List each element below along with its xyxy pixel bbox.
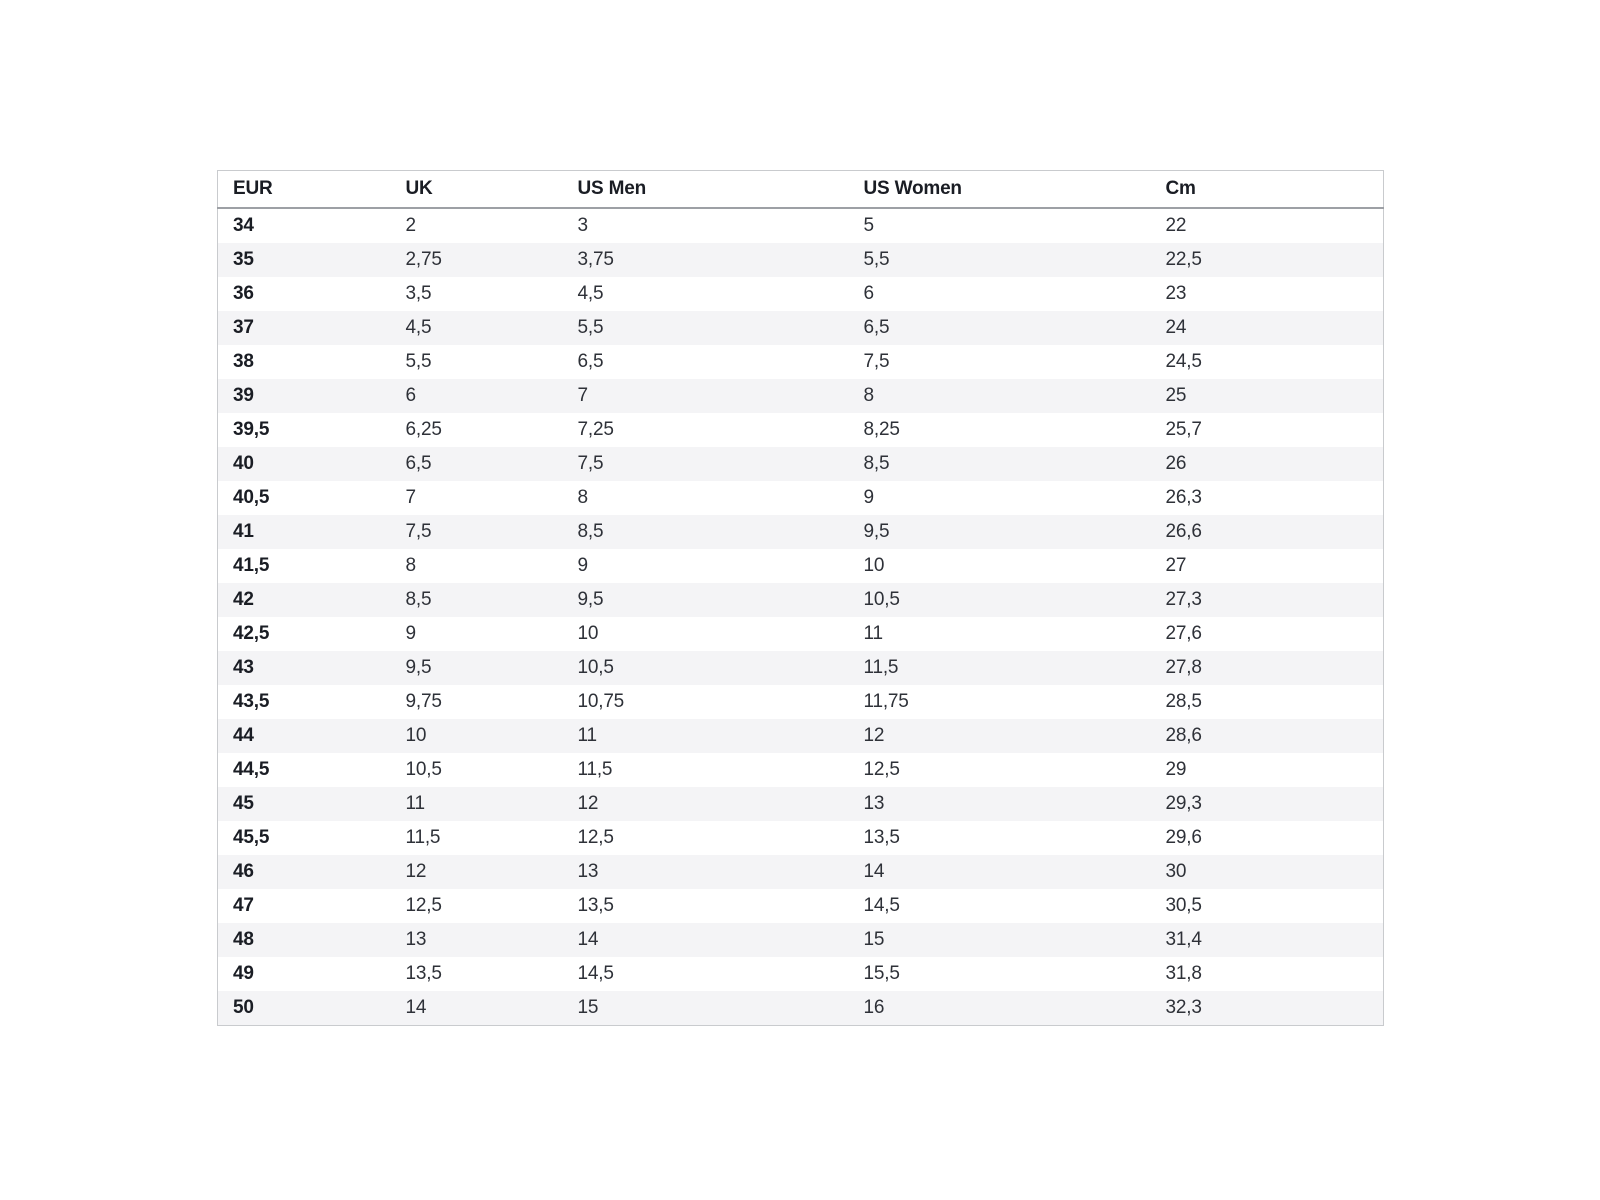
- table-row: [218, 243, 1384, 277]
- cell-uk: 2,75: [405, 249, 442, 270]
- table-row: [218, 583, 1384, 617]
- cell-us-women: 12: [863, 725, 885, 746]
- table-row: [218, 821, 1384, 855]
- cell-cm: 24: [1165, 317, 1187, 338]
- cell-eur: 35: [233, 249, 254, 270]
- cell-cm: 27: [1165, 555, 1187, 576]
- cell-cm: 27,6: [1165, 623, 1202, 644]
- cell-us-women: 7,5: [863, 351, 890, 372]
- table-row: [218, 889, 1384, 923]
- cell-cm: 25: [1165, 385, 1187, 406]
- cell-us-women: 6,5: [863, 317, 890, 338]
- cell-us-women: 15: [863, 929, 885, 950]
- table-row: [218, 923, 1384, 957]
- cell-us-women: 8,5: [863, 453, 890, 474]
- cell-cm: 28,5: [1165, 691, 1202, 712]
- cell-us-men: 9: [577, 555, 588, 576]
- cell-uk: 11,5: [405, 827, 441, 848]
- cell-us-women: 14,5: [863, 895, 900, 916]
- cell-uk: 13: [405, 929, 427, 950]
- cell-eur: 45,5: [233, 827, 270, 848]
- cell-uk: 3,5: [405, 283, 432, 304]
- column-header-uk: UK: [391, 171, 563, 209]
- cell-cm: 31,8: [1165, 963, 1202, 984]
- cell-cm: 26,6: [1165, 521, 1202, 542]
- cell-us-men: 7: [577, 385, 588, 406]
- table-row: [218, 515, 1384, 549]
- cell-eur: 48: [233, 929, 254, 950]
- cell-us-women: 8,25: [863, 419, 900, 440]
- cell-us-women: 5,5: [863, 249, 890, 270]
- cell-eur: 42: [233, 589, 254, 610]
- table-row: [218, 617, 1384, 651]
- cell-eur: 37: [233, 317, 254, 338]
- cell-us-women: 13,5: [863, 827, 900, 848]
- cell-eur: 39: [233, 385, 254, 406]
- cell-cm: 22: [1165, 215, 1187, 236]
- cell-cm: 26: [1165, 453, 1187, 474]
- cell-cm: 31,4: [1165, 929, 1202, 950]
- cell-us-women: 15,5: [863, 963, 900, 984]
- column-header-eur: EUR: [218, 171, 391, 209]
- cell-eur: 50: [233, 997, 254, 1018]
- cell-eur: 41: [233, 521, 254, 542]
- cell-us-men: 8: [577, 487, 588, 508]
- column-header-us-women: US Women: [849, 171, 1151, 209]
- cell-us-men: 10: [577, 623, 599, 644]
- table-row: [218, 379, 1384, 413]
- table-row: [218, 413, 1384, 447]
- cell-us-men: 8,5: [577, 521, 604, 542]
- cell-eur: 44,5: [233, 759, 270, 780]
- column-header-cm: Cm: [1151, 171, 1384, 209]
- cell-eur: 39,5: [233, 419, 270, 440]
- cell-us-women: 11: [863, 623, 883, 644]
- cell-uk: 9,5: [405, 657, 432, 678]
- cell-us-women: 6: [863, 283, 874, 304]
- table-row: [218, 208, 1384, 243]
- cell-uk: 11: [405, 793, 425, 814]
- cell-us-men: 10,5: [577, 657, 614, 678]
- cell-uk: 6,5: [405, 453, 432, 474]
- cell-us-women: 13: [863, 793, 885, 814]
- cell-us-men: 14,5: [577, 963, 614, 984]
- cell-eur: 41,5: [233, 555, 270, 576]
- cell-eur: 34: [233, 215, 254, 236]
- cell-uk: 2: [405, 215, 416, 236]
- cell-eur: 47: [233, 895, 254, 916]
- table-row: [218, 991, 1384, 1026]
- cell-uk: 12: [405, 861, 427, 882]
- cell-cm: 26,3: [1165, 487, 1202, 508]
- cell-cm: 29,3: [1165, 793, 1202, 814]
- table-row: [218, 719, 1384, 753]
- cell-us-women: 10: [863, 555, 885, 576]
- cell-cm: 25,7: [1165, 419, 1202, 440]
- cell-uk: 8,5: [405, 589, 432, 610]
- cell-us-men: 11,5: [577, 759, 613, 780]
- cell-eur: 38: [233, 351, 254, 372]
- cell-us-men: 12: [577, 793, 599, 814]
- cell-us-men: 10,75: [577, 691, 625, 712]
- table-row: [218, 957, 1384, 991]
- table-row: [218, 855, 1384, 889]
- cell-us-men: 3: [577, 215, 588, 236]
- cell-cm: 29: [1165, 759, 1187, 780]
- cell-uk: 6: [405, 385, 416, 406]
- cell-cm: 30,5: [1165, 895, 1202, 916]
- cell-uk: 5,5: [405, 351, 432, 372]
- cell-us-women: 9: [863, 487, 874, 508]
- column-header-us-men: US Men: [563, 171, 849, 209]
- cell-eur: 44: [233, 725, 254, 746]
- cell-us-women: 10,5: [863, 589, 900, 610]
- table-row: [218, 277, 1384, 311]
- cell-uk: 7: [405, 487, 416, 508]
- table-header: [218, 171, 1384, 209]
- cell-uk: 12,5: [405, 895, 442, 916]
- cell-us-men: 13: [577, 861, 599, 882]
- cell-us-women: 11,75: [863, 691, 909, 712]
- cell-eur: 36: [233, 283, 254, 304]
- table-row: [218, 753, 1384, 787]
- cell-cm: 22,5: [1165, 249, 1202, 270]
- cell-cm: 24,5: [1165, 351, 1202, 372]
- cell-cm: 27,3: [1165, 589, 1202, 610]
- table-row: [218, 549, 1384, 583]
- cell-uk: 8: [405, 555, 416, 576]
- cell-cm: 30: [1165, 861, 1187, 882]
- table-row: [218, 447, 1384, 481]
- cell-us-men: 11: [577, 725, 597, 746]
- cell-uk: 7,5: [405, 521, 432, 542]
- cell-cm: 28,6: [1165, 725, 1202, 746]
- cell-us-men: 5,5: [577, 317, 604, 338]
- cell-us-men: 7,25: [577, 419, 614, 440]
- cell-us-women: 9,5: [863, 521, 890, 542]
- table-row: [218, 311, 1384, 345]
- cell-uk: 4,5: [405, 317, 432, 338]
- cell-us-men: 15: [577, 997, 599, 1018]
- cell-us-men: 4,5: [577, 283, 604, 304]
- cell-eur: 46: [233, 861, 254, 882]
- cell-us-women: 11,5: [863, 657, 899, 678]
- cell-us-men: 14: [577, 929, 599, 950]
- cell-eur: 40,5: [233, 487, 270, 508]
- size-conversion-table: [217, 170, 1384, 1026]
- table-row: [218, 651, 1384, 685]
- cell-us-men: 12,5: [577, 827, 614, 848]
- cell-uk: 10: [405, 725, 427, 746]
- cell-us-men: 3,75: [577, 249, 614, 270]
- cell-eur: 43,5: [233, 691, 270, 712]
- table-row: [218, 787, 1384, 821]
- cell-us-men: 7,5: [577, 453, 604, 474]
- cell-cm: 27,8: [1165, 657, 1202, 678]
- cell-eur: 40: [233, 453, 254, 474]
- cell-uk: 13,5: [405, 963, 442, 984]
- header-row: [218, 171, 1384, 209]
- cell-us-men: 6,5: [577, 351, 604, 372]
- cell-cm: 23: [1165, 283, 1187, 304]
- table-row: [218, 685, 1384, 719]
- cell-eur: 43: [233, 657, 254, 678]
- cell-uk: 14: [405, 997, 427, 1018]
- cell-eur: 49: [233, 963, 254, 984]
- cell-us-women: 12,5: [863, 759, 900, 780]
- table-row: [218, 481, 1384, 515]
- cell-us-women: 14: [863, 861, 885, 882]
- cell-us-men: 13,5: [577, 895, 614, 916]
- cell-uk: 9,75: [405, 691, 442, 712]
- table-row: [218, 345, 1384, 379]
- cell-us-women: 8: [863, 385, 874, 406]
- cell-cm: 32,3: [1165, 997, 1202, 1018]
- cell-uk: 9: [405, 623, 416, 644]
- cell-uk: 10,5: [405, 759, 442, 780]
- table-body: [218, 208, 1384, 1026]
- cell-eur: 45: [233, 793, 254, 814]
- cell-uk: 6,25: [405, 419, 442, 440]
- cell-us-women: 16: [863, 997, 885, 1018]
- cell-cm: 29,6: [1165, 827, 1202, 848]
- cell-us-men: 9,5: [577, 589, 604, 610]
- cell-eur: 42,5: [233, 623, 270, 644]
- cell-us-women: 5: [863, 215, 874, 236]
